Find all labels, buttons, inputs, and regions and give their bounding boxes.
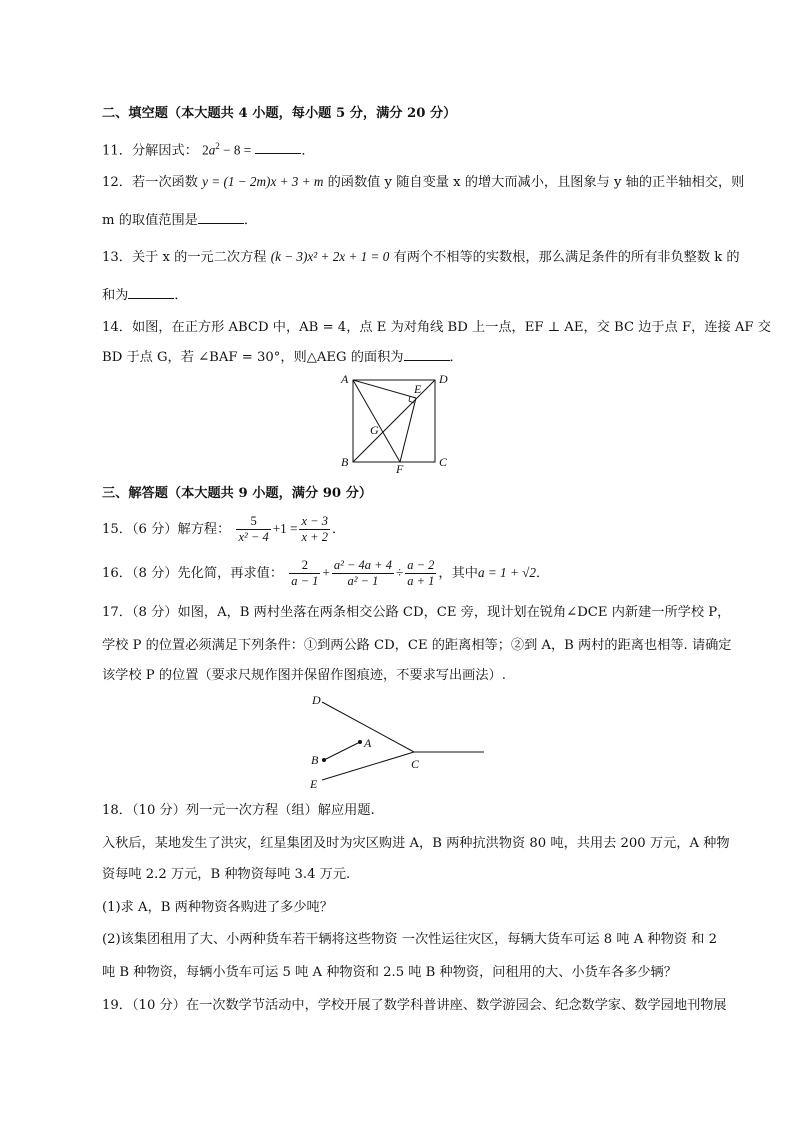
q16-f1-num: 2 [289,558,320,574]
village-a-dot [358,740,362,744]
question-18-line1 [102,801,375,821]
q12-function: y = (1 − 2m)x + 3 + m [202,174,324,189]
label-c: C [439,455,448,469]
q13-equation: (k − 3)x² + 2x + 1 = 0 [270,249,390,264]
label-a: A [341,372,349,386]
q16-end: ． [535,566,550,581]
q17-line1: （8 分）如图，A，B 两村坐落在两条相交公路 CD，CE 旁，现计划在锐角∠DCE 内新建一所学校 P， [131,605,731,620]
q13-line2: 和为 [102,288,129,303]
label-c: C [411,757,420,771]
q12-post: 的函数值 y 随自变量 x 的增大而减小，且图象与 y 轴的正半轴相交，则 [327,175,745,190]
q16-fraction-3 [405,558,436,589]
label-b: B [311,753,319,767]
q12-number: 12． [102,175,132,190]
q18-line1: （10 分）列一元一次方程（组）解应用题. [131,803,375,818]
label-e: E [310,777,318,791]
q11-var: a [208,142,216,158]
q16-fraction-1 [289,558,320,589]
q16-number: 16． [102,566,132,581]
section2-heading: 二、填空题（本大题共 4 小题，每小题 5 分，满分 20 分） [102,106,457,121]
q14-answer-blank[interactable] [404,348,450,361]
q14-square-figure [336,370,456,474]
q13-post: 有两个不相等的实数根，那么满足条件的所有非负整数 k 的 [393,250,740,265]
q13-answer-blank[interactable] [128,286,174,299]
q16-f2-den: a² − 1 [347,574,379,588]
village-b-dot [322,758,326,762]
q16-score: （8 分）先化简，再求值： [131,566,284,581]
q15-mid: +1 = [272,521,298,536]
question-12-line1 [102,172,744,193]
q11-tail: − 8 = [219,142,252,158]
label-d: D [439,372,448,386]
q16-op2: ÷ [395,565,404,580]
label-g: G [370,423,379,437]
q16-condition: a = 1 + √2 [477,565,536,580]
segment-af [353,380,400,462]
q15-f1-num: 5 [236,514,270,530]
q11-coef: 2 [202,142,209,158]
q11-answer-blank[interactable] [255,141,301,154]
q13-pre: 关于 x 的一元二次方程 [131,250,267,265]
q15-fraction-1 [236,514,270,545]
q17-roads-figure [300,690,500,794]
q13-number: 13． [102,250,132,265]
question-18-part1: (1)求 A，B 两种物资各购进了多少吨？ [102,900,333,915]
segment-ae [353,380,416,398]
q15-fraction-2 [299,514,329,545]
label-b: B [341,455,349,469]
road-ce [322,752,414,780]
question-18-part2-line2: 吨 B 种物资，每辆小货车可运 5 吨 A 种物资和 2.5 吨 B 种物资，问租用的大、小货车各多少辆？ [102,965,677,980]
q11-end: ． [301,143,315,159]
q13-end: ． [174,288,188,303]
question-17-line2: 学校 P 的位置必须满足下列条件：①到两公路 CD，CE 的距离相等；②到 A，B 两村的距离也相等. 请确定 [102,638,732,653]
q16-fraction-2 [332,558,394,589]
question-17-line3: 该学校 P 的位置（要求尺规作图并保留作图痕迹，不要求写出画法）. [102,668,506,683]
q14-line1: 如图，在正方形 ABCD 中，AB = 4，点 E 为对角线 BD 上一点，EF ⊥ AE，交 BC 边于点 F，连接 AF 交 [131,320,771,335]
q12-answer-blank[interactable] [198,211,244,224]
q14-end: ． [449,350,463,365]
q19-number: 19． [102,998,132,1013]
question-19-line1 [102,996,727,1016]
q16-f1-den: a − 1 [291,574,319,588]
q12-pre: 若一次函数 [131,175,198,190]
q15-number: 15． [102,522,132,537]
q12-line2: m 的取值范围是 [102,213,198,228]
q15-f2-den: x + 2 [301,530,328,544]
q16-f3-num: a − 2 [407,558,435,572]
label-a: A [364,736,372,750]
q15-end: ． [331,522,346,537]
q18-number: 18． [102,803,132,818]
question-15 [102,512,345,547]
q12-end: ． [243,213,258,228]
q14-line2: BD 于点 G，若 ∠BAF = 30°，则△AEG 的面积为 [102,350,404,365]
question-13-line1 [102,247,740,268]
section3-heading: 三、解答题（本大题共 9 小题，满分 90 分） [102,486,373,501]
question-12-line2 [102,211,257,231]
question-14-line2 [102,348,463,368]
q11-text: 分解因式： [131,143,198,159]
q11-number: 11． [102,143,132,159]
label-e: E [414,382,422,396]
q16-tail: ，其中 [438,566,478,581]
label-f: F [396,462,404,474]
segment-ab [324,742,360,760]
q14-number: 14． [102,320,132,335]
q19-line1: （10 分）在一次数学节活动中，学校开展了数学科普讲座、数学游园会、纪念数学家、数学园地刊物展 [131,998,727,1013]
q17-number: 17． [102,605,132,620]
question-11 [102,136,315,161]
question-13-line2 [102,286,188,306]
q16-op1: + [322,565,330,580]
q15-f1-den: x² − 4 [238,530,269,544]
question-14-line1 [102,318,771,338]
q11-exp: 2 [215,141,220,151]
label-d: D [312,693,321,707]
q16-f2-num: a² − 4a + 4 [333,558,392,572]
q16-f3-den: a + 1 [407,574,435,588]
diagonal-bd [353,380,435,462]
q15-f2-num: x − 3 [301,514,328,528]
q15-score: （6 分）解方程： [131,522,231,537]
question-17-line1 [102,603,730,623]
question-18-line2: 入秋后，某地发生了洪灾，红星集团及时为灾区购进 A，B 两种抗洪物资 80 吨，共用去 200 万元，A 种物 [102,836,730,851]
question-16 [102,556,549,591]
question-18-part2-line1: (2)该集团租用了大、小两种货车若干辆将这些物资 一次性运往灾区，每辆大货车可运 8 吨 A 种物资 和 2 [102,932,718,947]
question-18-line3: 资每吨 2.2 万元，B 种物资每吨 3.4 万元. [102,867,351,882]
